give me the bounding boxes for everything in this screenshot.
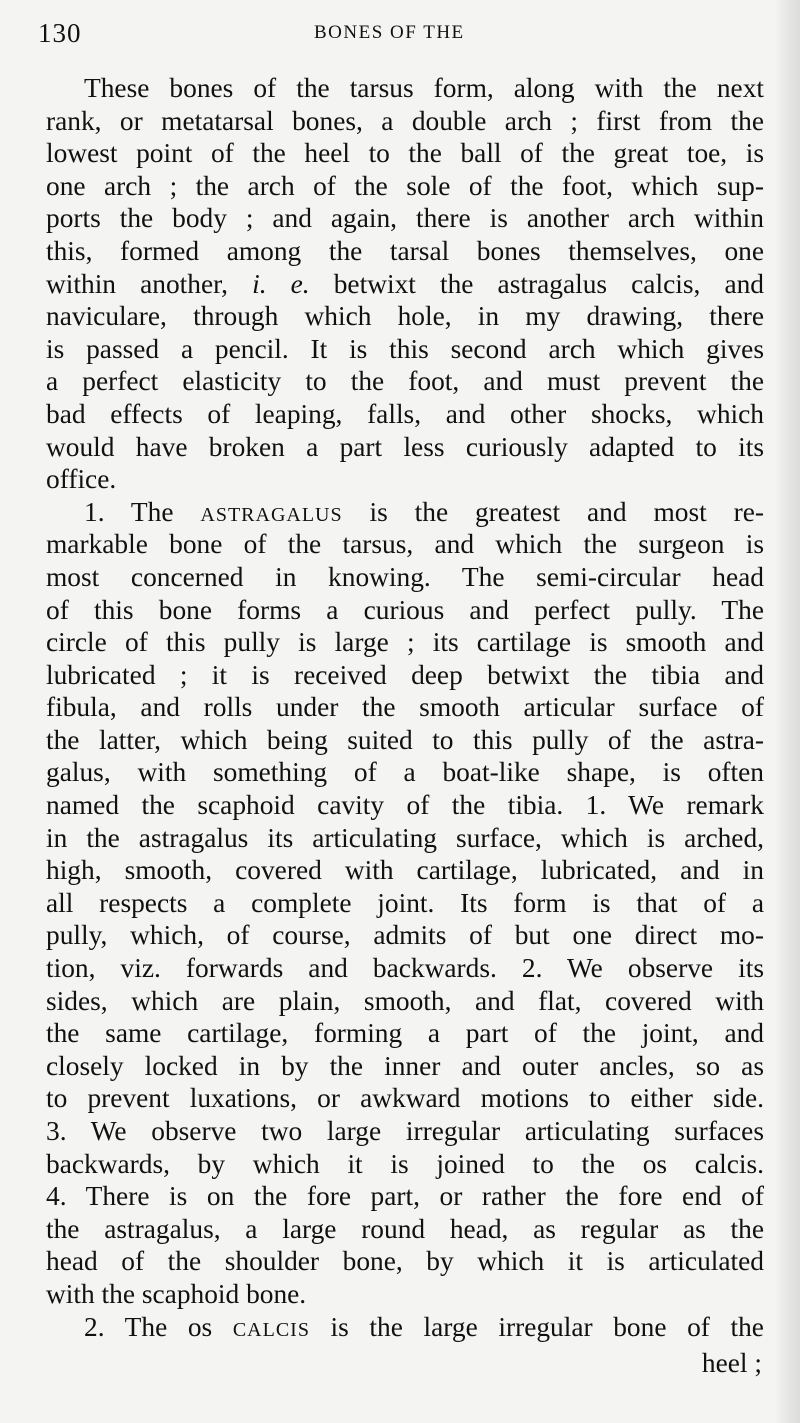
text-segment: 2. The os: [84, 1311, 213, 1342]
text-line: office.: [46, 464, 117, 495]
text-line: the astragalus, a large round head, as regular as the: [46, 1213, 764, 1244]
text-line: head of the shoulder bone, by which it is articulated: [46, 1246, 764, 1277]
text-line: 3. We observe two large irregular articulating surfaces: [46, 1116, 764, 1146]
text-line: this, formed among the tarsal bones themselves, one: [46, 235, 764, 266]
text-line: to prevent luxations, or awkward motions to either side.: [46, 1083, 764, 1114]
catchword: heel ;: [701, 1348, 762, 1378]
text-segment: betwixt the astragalus calcis, and: [333, 268, 764, 299]
text-line: 4. There is on the fore part, or rather the fore end of: [46, 1181, 764, 1212]
running-title: BONES OF THE: [314, 22, 465, 43]
text-line: lubricated ; it is received deep betwixt the tibia and: [46, 659, 764, 690]
text-line: [46, 496, 764, 529]
italic-abbreviation: i. e.: [252, 268, 310, 299]
text-line: closely locked in by the inner and outer ancles, so as: [46, 1050, 764, 1081]
text-line: rank, or metatarsal bones, a double arch ; first from the: [46, 105, 764, 136]
text-line: fibula, and rolls under the smooth articular surface of: [46, 692, 764, 723]
text-segment: 1. The: [84, 496, 174, 527]
text-segment: within another,: [46, 268, 228, 299]
text-line: markable bone of the tarsus, and which the surgeon is: [46, 529, 764, 560]
text-line: named the scaphoid cavity of the tibia. 1. We remark: [46, 790, 764, 821]
text-line: all respects a complete joint. Its form is that of a: [46, 887, 764, 918]
text-line: lowest point of the heel to the ball of the great toe, is: [46, 138, 764, 169]
text-line: tion, viz. forwards and backwards. 2. We observe its: [46, 953, 764, 984]
text-line: of this bone forms a curious and perfect pully. The: [46, 594, 764, 625]
text-line: one arch ; the arch of the sole of the foot, which sup-: [46, 170, 764, 201]
text-line: galus, with something of a boat-like shape, is often: [46, 757, 764, 788]
text-line: naviculare, through which hole, in my drawing, there: [46, 301, 764, 332]
text-line: high, smooth, covered with cartilage, lubricated, and in: [46, 855, 764, 886]
text-line: most concerned in knowing. The semi-circular head: [46, 561, 764, 592]
text-segment: is the large irregular bone of the: [330, 1311, 764, 1342]
text-line: is passed a pencil. It is this second arch which gives: [46, 333, 764, 364]
small-caps-term: CALCIS: [232, 1318, 310, 1341]
small-caps-term: ASTRAGALUS: [200, 503, 343, 526]
body-text: [46, 72, 764, 1343]
page-edge-shadow: [774, 0, 800, 1423]
text-segment: is the greatest and most re-: [369, 496, 764, 527]
text-line: [46, 1311, 764, 1344]
text-line: circle of this pully is large ; its cartilage is smooth and: [46, 627, 764, 658]
text-line: [46, 268, 764, 301]
text-line: with the scaphoid bone.: [46, 1278, 307, 1309]
text-line: sides, which are plain, smooth, and flat, covered with: [46, 985, 764, 1016]
running-head: [38, 14, 758, 54]
text-line: pully, which, of course, admits of but one direct mo-: [46, 920, 764, 951]
text-line: backwards, by which it is joined to the os calcis.: [46, 1148, 764, 1179]
text-line: the same cartilage, forming a part of the joint, and: [46, 1018, 764, 1049]
text-line: These bones of the tarsus form, along with the next: [84, 73, 764, 103]
text-line: bad effects of leaping, falls, and other shocks, which: [46, 398, 764, 429]
page-number: 130: [38, 18, 82, 48]
text-line: the latter, which being suited to this pully of the astra-: [46, 724, 764, 755]
text-line: ports the body ; and again, there is another arch within: [46, 203, 764, 234]
text-line: would have broken a part less curiously adapted to its: [46, 431, 764, 462]
text-line: in the astragalus its articulating surface, which is arched,: [46, 822, 764, 853]
text-line: a perfect elasticity to the foot, and must prevent the: [46, 366, 764, 397]
